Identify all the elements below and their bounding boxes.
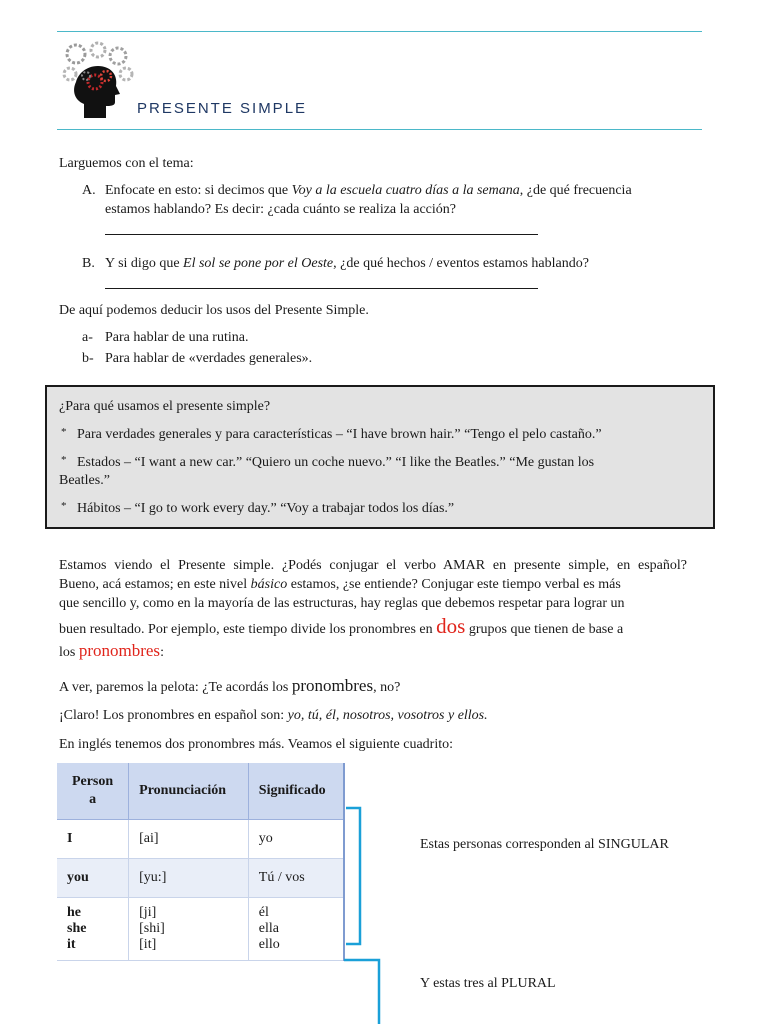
question-a-text (105, 183, 632, 199)
plural-bracket (344, 960, 379, 1024)
header-bottom-rule (57, 129, 702, 130)
para1-line3: que sencillo y, como en la mayoría de las estructuras, hay reglas que debemos respetar para lograr un (59, 596, 625, 611)
sig-she: ella (258, 921, 279, 936)
cell-sig (248, 898, 344, 961)
question-a-line2: estamos hablando? Es decir: ¿cada cuánto se realiza la acción? (105, 202, 456, 217)
para3-italic: yo, tú, él, nosotros, vosotros y ellos. (287, 708, 488, 723)
highlight-pronombres: pronombres (78, 641, 161, 660)
answer-line-b (105, 288, 538, 289)
page-title: PRESENTE SIMPLE (137, 100, 308, 117)
para1-line4 (59, 614, 623, 639)
persona-she: she (67, 921, 87, 936)
cell-sig: Tú / vos (248, 859, 344, 898)
intro-text: Larguemos con el tema: (59, 156, 194, 171)
use-a-marker: a- (82, 330, 93, 345)
pron-it: [it] (139, 937, 157, 952)
para2 (59, 676, 400, 696)
col-header-significado: Significado (248, 763, 344, 820)
table-row (57, 820, 344, 859)
para1-line2-pre: Bueno, acá estamos; en este nivel (59, 577, 251, 592)
para1-line5-post: : (160, 645, 164, 660)
singular-note: Estas personas corresponden al SINGULAR (420, 837, 669, 852)
use-b-text: Para hablar de «verdades generales». (105, 351, 313, 366)
para2-pre: A ver, paremos la pelota: ¿Te acordás los (59, 680, 292, 695)
singular-bracket (346, 808, 360, 944)
persona-he: he (67, 905, 81, 920)
highlight-dos: dos (436, 614, 466, 638)
col-header-persona: Person a (57, 763, 129, 820)
para3-pre: ¡Claro! Los pronombres en español son: (59, 708, 288, 723)
para1-line2-post: estamos, ¿se entiende? Conjugar este tiempo verbal es más (287, 577, 621, 592)
table-row (57, 898, 344, 961)
cell-persona (57, 898, 129, 961)
question-a-pre: Enfocate en esto: si decimos que (105, 183, 292, 198)
sig-it: ello (258, 937, 280, 952)
deduce-text: De aquí podemos deducir los usos del Presente Simple. (59, 303, 369, 318)
answer-line-a (105, 234, 538, 235)
plural-note: Y estas tres al PLURAL (420, 976, 556, 991)
question-b-italic: El sol se pone por el Oeste (183, 256, 334, 271)
cell-pron (129, 898, 249, 961)
cell-sig: yo (248, 820, 344, 859)
bullet-icon: * (61, 454, 67, 466)
para2-post: , no? (373, 680, 401, 695)
question-a-letter: A. (82, 183, 96, 198)
para4: En inglés tenemos dos pronombres más. Veamos el siguiente cuadrito: (59, 737, 454, 752)
question-b-pre: Y si digo que (105, 256, 184, 271)
use-b-marker: b- (82, 351, 94, 366)
para1-line4-post: grupos que tienen de base a (465, 622, 624, 637)
cell-persona: I (57, 820, 129, 859)
box-item-1: Para verdades generales y para características – “I have brown hair.” “Tengo el pelo castaño.” (77, 427, 602, 442)
question-b-letter: B. (82, 256, 95, 271)
question-a-post: , ¿de qué frecuencia (519, 183, 632, 198)
bullet-icon: * (61, 500, 67, 512)
bracket-annotations (340, 800, 390, 1024)
use-a-text: Para hablar de una rutina. (105, 330, 249, 345)
bullet-icon: * (61, 426, 67, 438)
box-question: ¿Para qué usamos el presente simple? (59, 399, 271, 414)
box-item-2-cont: Beatles.” (59, 473, 110, 488)
cell-pron: [ai] (129, 820, 249, 859)
question-b-post: , ¿de qué hechos / eventos estamos hablando? (333, 256, 589, 271)
pronouns-table (57, 763, 345, 961)
usage-box (45, 385, 715, 529)
col-header-pronunciacion: Pronunciación (129, 763, 249, 820)
para1-line2 (59, 577, 687, 593)
para1-line4-pre: buen resultado. Por ejemplo, este tiempo divide los pronombres en (59, 622, 437, 637)
pron-he: [ji] (139, 905, 157, 920)
persona-it: it (67, 937, 76, 952)
head-gears-logo-icon (58, 40, 138, 118)
box-item-3: Hábitos – “I go to work every day.” “Voy a trabajar todos los días.” (77, 501, 455, 516)
question-a-italic: Voy a la escuela cuatro días a la semana (291, 183, 520, 198)
para1-line2-italic: básico (250, 577, 288, 592)
para1-line1: Estamos viendo el Presente simple. ¿Podés conjugar el verbo AMAR en presente simple, en español? (59, 558, 687, 573)
cell-pron: [yu:] (129, 859, 249, 898)
para1-line5 (59, 641, 164, 661)
para1-line5-pre: los (59, 645, 79, 660)
table-row (57, 859, 344, 898)
para2-big: pronombres (291, 676, 374, 695)
sig-he: él (258, 905, 269, 920)
pron-she: [shi] (139, 921, 165, 936)
box-item-2: Estados – “I want a new car.” “Quiero un coche nuevo.” “I like the Beatles.” “Me gustan los (77, 455, 595, 470)
cell-persona: you (57, 859, 129, 898)
header-top-rule (57, 31, 702, 32)
para3 (59, 708, 488, 724)
question-b-text (105, 256, 589, 272)
